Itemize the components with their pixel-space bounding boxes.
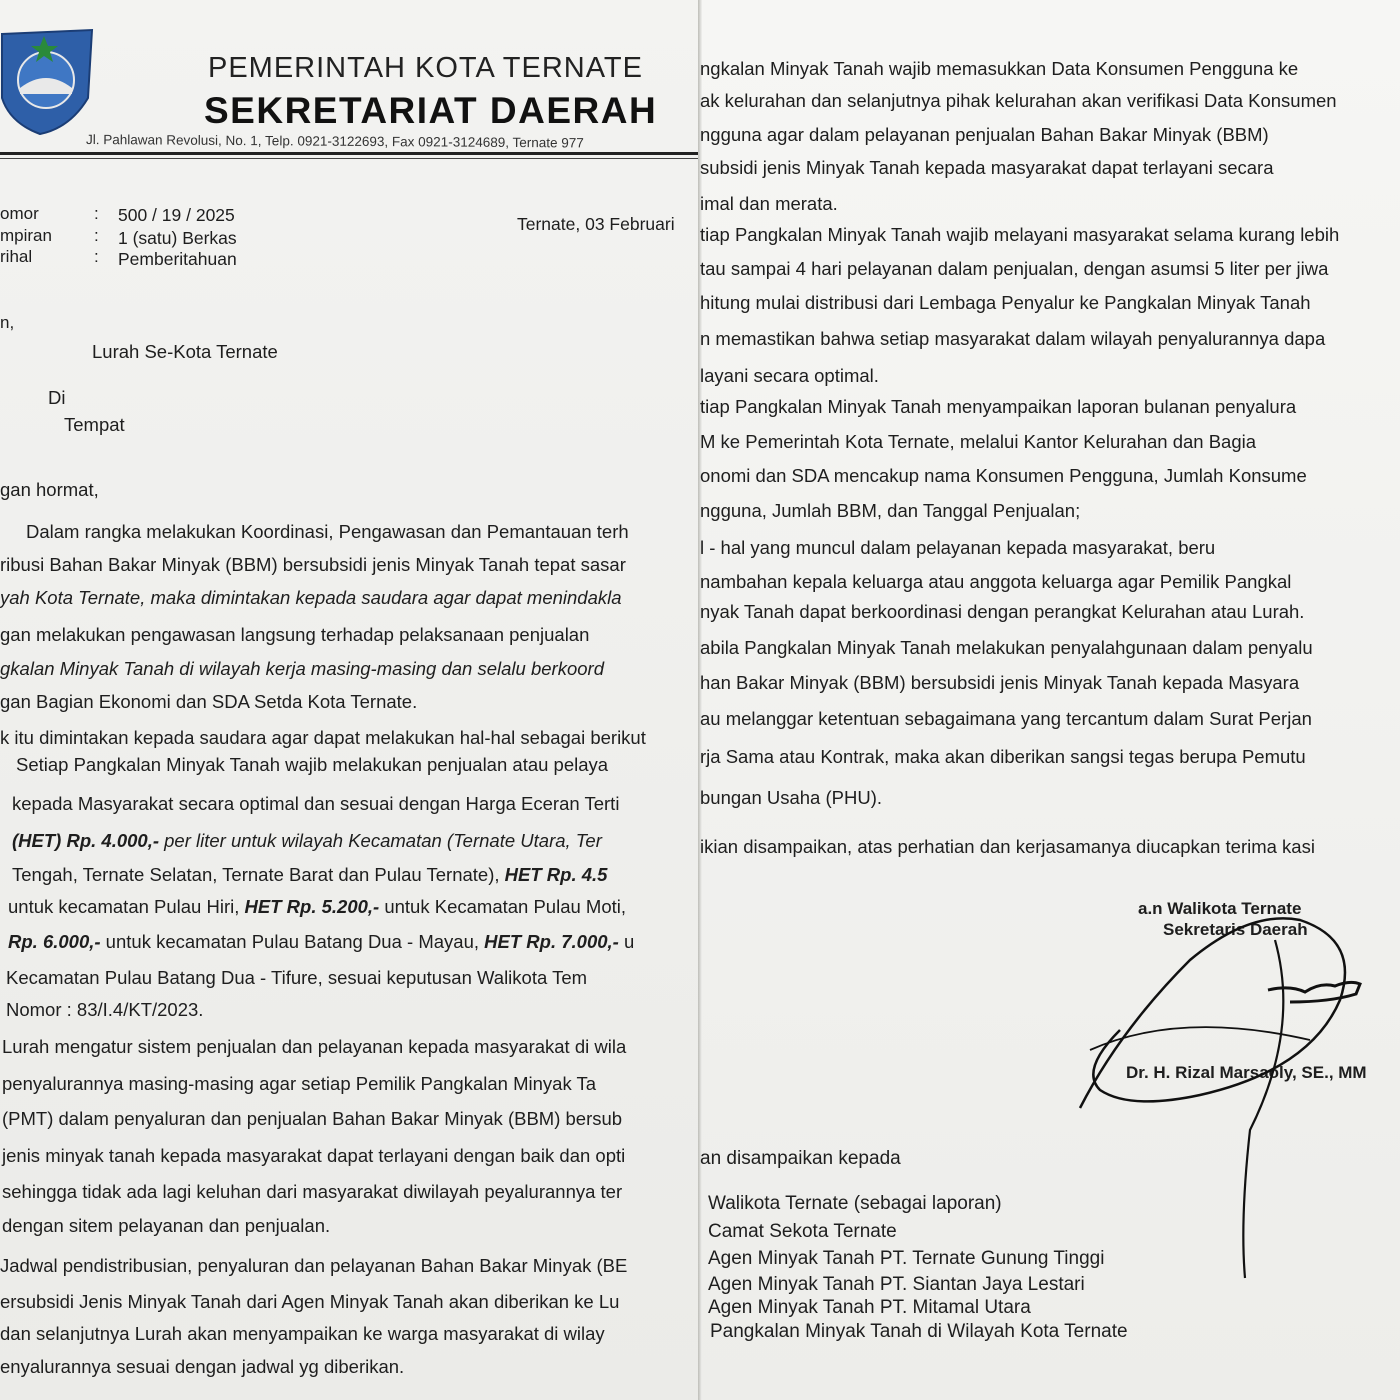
right-body-line: ngguna agar dalam pelayanan penjualan Bahan Bakar Minyak (BBM) — [700, 124, 1269, 145]
cc-item: Camat Sekota Ternate — [708, 1221, 897, 1242]
signature-title-1: a.n Walikota Ternate — [1138, 899, 1302, 918]
recipient: Lurah Se-Kota Ternate — [92, 341, 278, 362]
paragraph-1-line: yah Kota Ternate, maka dimintakan kepada saudara agar dapat menindakla — [0, 587, 622, 608]
item-2-line: jenis minyak tanah kepada masyarakat dapat terlayani dengan baik dan opti — [2, 1145, 626, 1166]
letterhead-rule-thin — [0, 158, 700, 159]
right-body-line: l - hal yang muncul dalam pelayanan kepada masyarakat, beru — [700, 537, 1216, 558]
letterhead-secretariat: SEKRETARIAT DAERAH — [204, 90, 658, 131]
right-body-line: han Bakar Minyak (BBM) bersubsidi jenis Minyak Tanah kepada Masyara — [700, 672, 1300, 693]
nomor-colon: : — [94, 204, 99, 223]
item-1-line: kepada Masyarakat secara optimal dan sesuai dengan Harga Eceran Terti — [12, 793, 620, 814]
perihal-colon: : — [94, 247, 99, 266]
cc-item: Walikota Ternate (sebagai laporan) — [708, 1193, 1002, 1214]
lampiran-label: mpiran — [0, 226, 52, 245]
perihal-value: Pemberitahuan — [118, 249, 237, 269]
item-1-line: Rp. 6.000,- untuk kecamatan Pulau Batang Dua - Mayau, HET Rp. 7.000,- u — [8, 931, 635, 952]
right-body-line: ak kelurahan dan selanjutnya pihak kelurahan akan verifikasi Data Konsumen — [700, 90, 1337, 111]
lampiran-value: 1 (satu) Berkas — [118, 228, 237, 248]
right-body-line: au melanggar ketentuan sebagaimana yang tercantum dalam Surat Perjan — [700, 708, 1312, 729]
paragraph-2: k itu dimintakan kepada saudara agar dapat melakukan hal-hal sebagai berikut — [0, 727, 646, 748]
right-body-line: ngkalan Minyak Tanah wajib memasukkan Data Konsumen Pengguna ke — [700, 58, 1299, 79]
item-1-line: Tengah, Ternate Selatan, Ternate Barat dan Pulau Ternate), HET Rp. 4.5 — [12, 864, 608, 885]
right-body-line: nyak Tanah dapat berkoordinasi dengan perangkat Kelurahan atau Lurah. — [700, 601, 1305, 622]
right-body-line: M ke Pemerintah Kota Ternate, melalui Kantor Kelurahan dan Bagia — [700, 431, 1257, 452]
item-2-line: penyalurannya masing-masing agar setiap Pemilik Pangkalan Minyak Ta — [2, 1073, 597, 1094]
right-body-line: tiap Pangkalan Minyak Tanah wajib melayani masyarakat selama kurang lebih — [700, 224, 1340, 245]
item-3-line: ersubsidi Jenis Minyak Tanah dari Agen Minyak Tanah akan diberikan ke Lu — [0, 1291, 620, 1312]
right-body-line: subsidi jenis Minyak Tanah kepada masyarakat dapat terlayani secara — [700, 157, 1274, 178]
item-3-line: dan selanjutnya Lurah akan menyampaikan ke warga masyarakat di wilay — [0, 1323, 605, 1344]
lampiran-colon: : — [94, 226, 99, 245]
right-body-line: tiap Pangkalan Minyak Tanah menyampaikan laporan bulanan penyalura — [700, 396, 1297, 417]
right-body-line: hitung mulai distribusi dari Lembaga Penyalur ke Pangkalan Minyak Tanah — [700, 292, 1311, 313]
paragraph-1-line: Dalam rangka melakukan Koordinasi, Pengawasan dan Pemantauan terh — [26, 521, 629, 542]
right-body-line: ngguna, Jumlah BBM, dan Tanggal Penjualan; — [700, 500, 1081, 521]
item-2-line: dengan sitem pelayanan dan penjualan. — [2, 1215, 331, 1236]
item-2-line: Lurah mengatur sistem penjualan dan pelayanan kepada masyarakat di wila — [2, 1036, 627, 1057]
city-emblem-logo — [0, 28, 94, 136]
greeting: gan hormat, — [0, 479, 99, 500]
item-1-line: (HET) Rp. 4.000,- per liter untuk wilayah Kecamatan (Ternate Utara, Ter — [12, 830, 602, 851]
item-1-line: Kecamatan Pulau Batang Dua - Tifure, sesuai keputusan Walikota Tem — [6, 967, 588, 988]
right-body-line: abila Pangkalan Minyak Tanah melakukan penyalahgunaan dalam penyalu — [700, 637, 1313, 658]
right-body-line: rja Sama atau Kontrak, maka akan diberikan sangsi tegas berupa Pemutu — [700, 746, 1306, 767]
paragraph-1-line: ribusi Bahan Bakar Minyak (BBM) bersubsidi jenis Minyak Tanah tepat sasar — [0, 554, 626, 575]
item-2-line: sehingga tidak ada lagi keluhan dari masyarakat diwilayah peyalurannya ter — [2, 1181, 623, 1202]
cc-heading: an disampaikan kepada — [700, 1148, 901, 1169]
het-mayau: Rp. 6.000,- — [8, 931, 101, 952]
right-body-line: bungan Usaha (PHU). — [700, 787, 883, 808]
paragraph-1-line: gan Bagian Ekonomi dan SDA Setda Kota Ternate. — [0, 691, 418, 712]
handwritten-signature — [1060, 890, 1400, 1280]
cc-item: Agen Minyak Tanah PT. Ternate Gunung Tinggi — [708, 1248, 1105, 1269]
right-body-line: nambahan kepala keluarga atau anggota keluarga agar Pemilik Pangkal — [700, 571, 1292, 592]
letterhead-address: Jl. Pahlawan Revolusi, No. 1, Telp. 0921-3122693, Fax 0921-3124689, Ternate 977 — [85, 132, 584, 151]
het-moti: HET Rp. 5.200,- — [244, 896, 380, 917]
cc-item: Agen Minyak Tanah PT. Siantan Jaya Lestari — [708, 1274, 1085, 1295]
item-3-line: Jadwal pendistribusian, penyaluran dan pelayanan Bahan Bakar Minyak (BE — [0, 1255, 628, 1276]
kepada-fragment: n, — [0, 313, 15, 332]
paragraph-1-line: gan melakukan pengawasan langsung terhadap pelaksanaan penjualan — [0, 624, 590, 645]
nomor-label: omor — [0, 204, 39, 223]
right-body-line: layani secara optimal. — [700, 365, 879, 386]
closing-sentence: ikian disampaikan, atas perhatian dan kerjasamanya diucapkan terima kasi — [700, 836, 1315, 857]
perihal-label: rihal — [0, 247, 33, 266]
tempat-label: Tempat — [64, 414, 125, 435]
item-1-line: Setiap Pangkalan Minyak Tanah wajib melakukan penjualan atau pelaya — [16, 754, 609, 775]
item-1-line: Nomor : 83/I.4/KT/2023. — [6, 999, 204, 1020]
di-label: Di — [48, 387, 66, 408]
right-body-line: tau sampai 4 hari pelayanan dalam penjualan, dengan asumsi 5 liter per jiwa — [700, 258, 1329, 279]
right-body-line: n memastikan bahwa setiap masyarakat dalam wilayah penyalurannya dapa — [700, 328, 1326, 349]
paragraph-1-line: gkalan Minyak Tanah di wilayah kerja masing-masing dan selalu berkoord — [0, 658, 604, 679]
cc-item: Pangkalan Minyak Tanah di Wilayah Kota Ternate — [710, 1321, 1128, 1342]
het-ternate: (HET) Rp. 4.000,- — [12, 830, 159, 851]
signatory-name: Dr. H. Rizal Marsaoly, SE., MM — [1126, 1063, 1367, 1082]
right-body-line: imal dan merata. — [700, 193, 838, 214]
cc-item: Agen Minyak Tanah PT. Mitamal Utara — [708, 1297, 1031, 1318]
het-tifure: HET Rp. 7.000,- — [484, 931, 619, 952]
right-body-line: onomi dan SDA mencakup nama Konsumen Pengguna, Jumlah Konsume — [700, 465, 1307, 486]
signature-title-2: Sekretaris Daerah — [1163, 920, 1308, 939]
item-2-line: (PMT) dalam penyaluran dan penjualan Bahan Bakar Minyak (BBM) bersub — [2, 1108, 623, 1129]
letterhead-rule-thick — [0, 152, 700, 155]
letterhead-government: PEMERINTAH KOTA TERNATE — [208, 52, 643, 84]
nomor-value: 500 / 19 / 2025 — [118, 205, 235, 225]
letter-date: Ternate, 03 Februari — [517, 214, 675, 234]
het-hiri: HET Rp. 4.5 — [504, 864, 608, 885]
item-3-line: enyalurannya sesuai dengan jadwal yg diberikan. — [0, 1356, 405, 1377]
item-1-line: untuk kecamatan Pulau Hiri, HET Rp. 5.200,- untuk Kecamatan Pulau Moti, — [8, 896, 627, 917]
